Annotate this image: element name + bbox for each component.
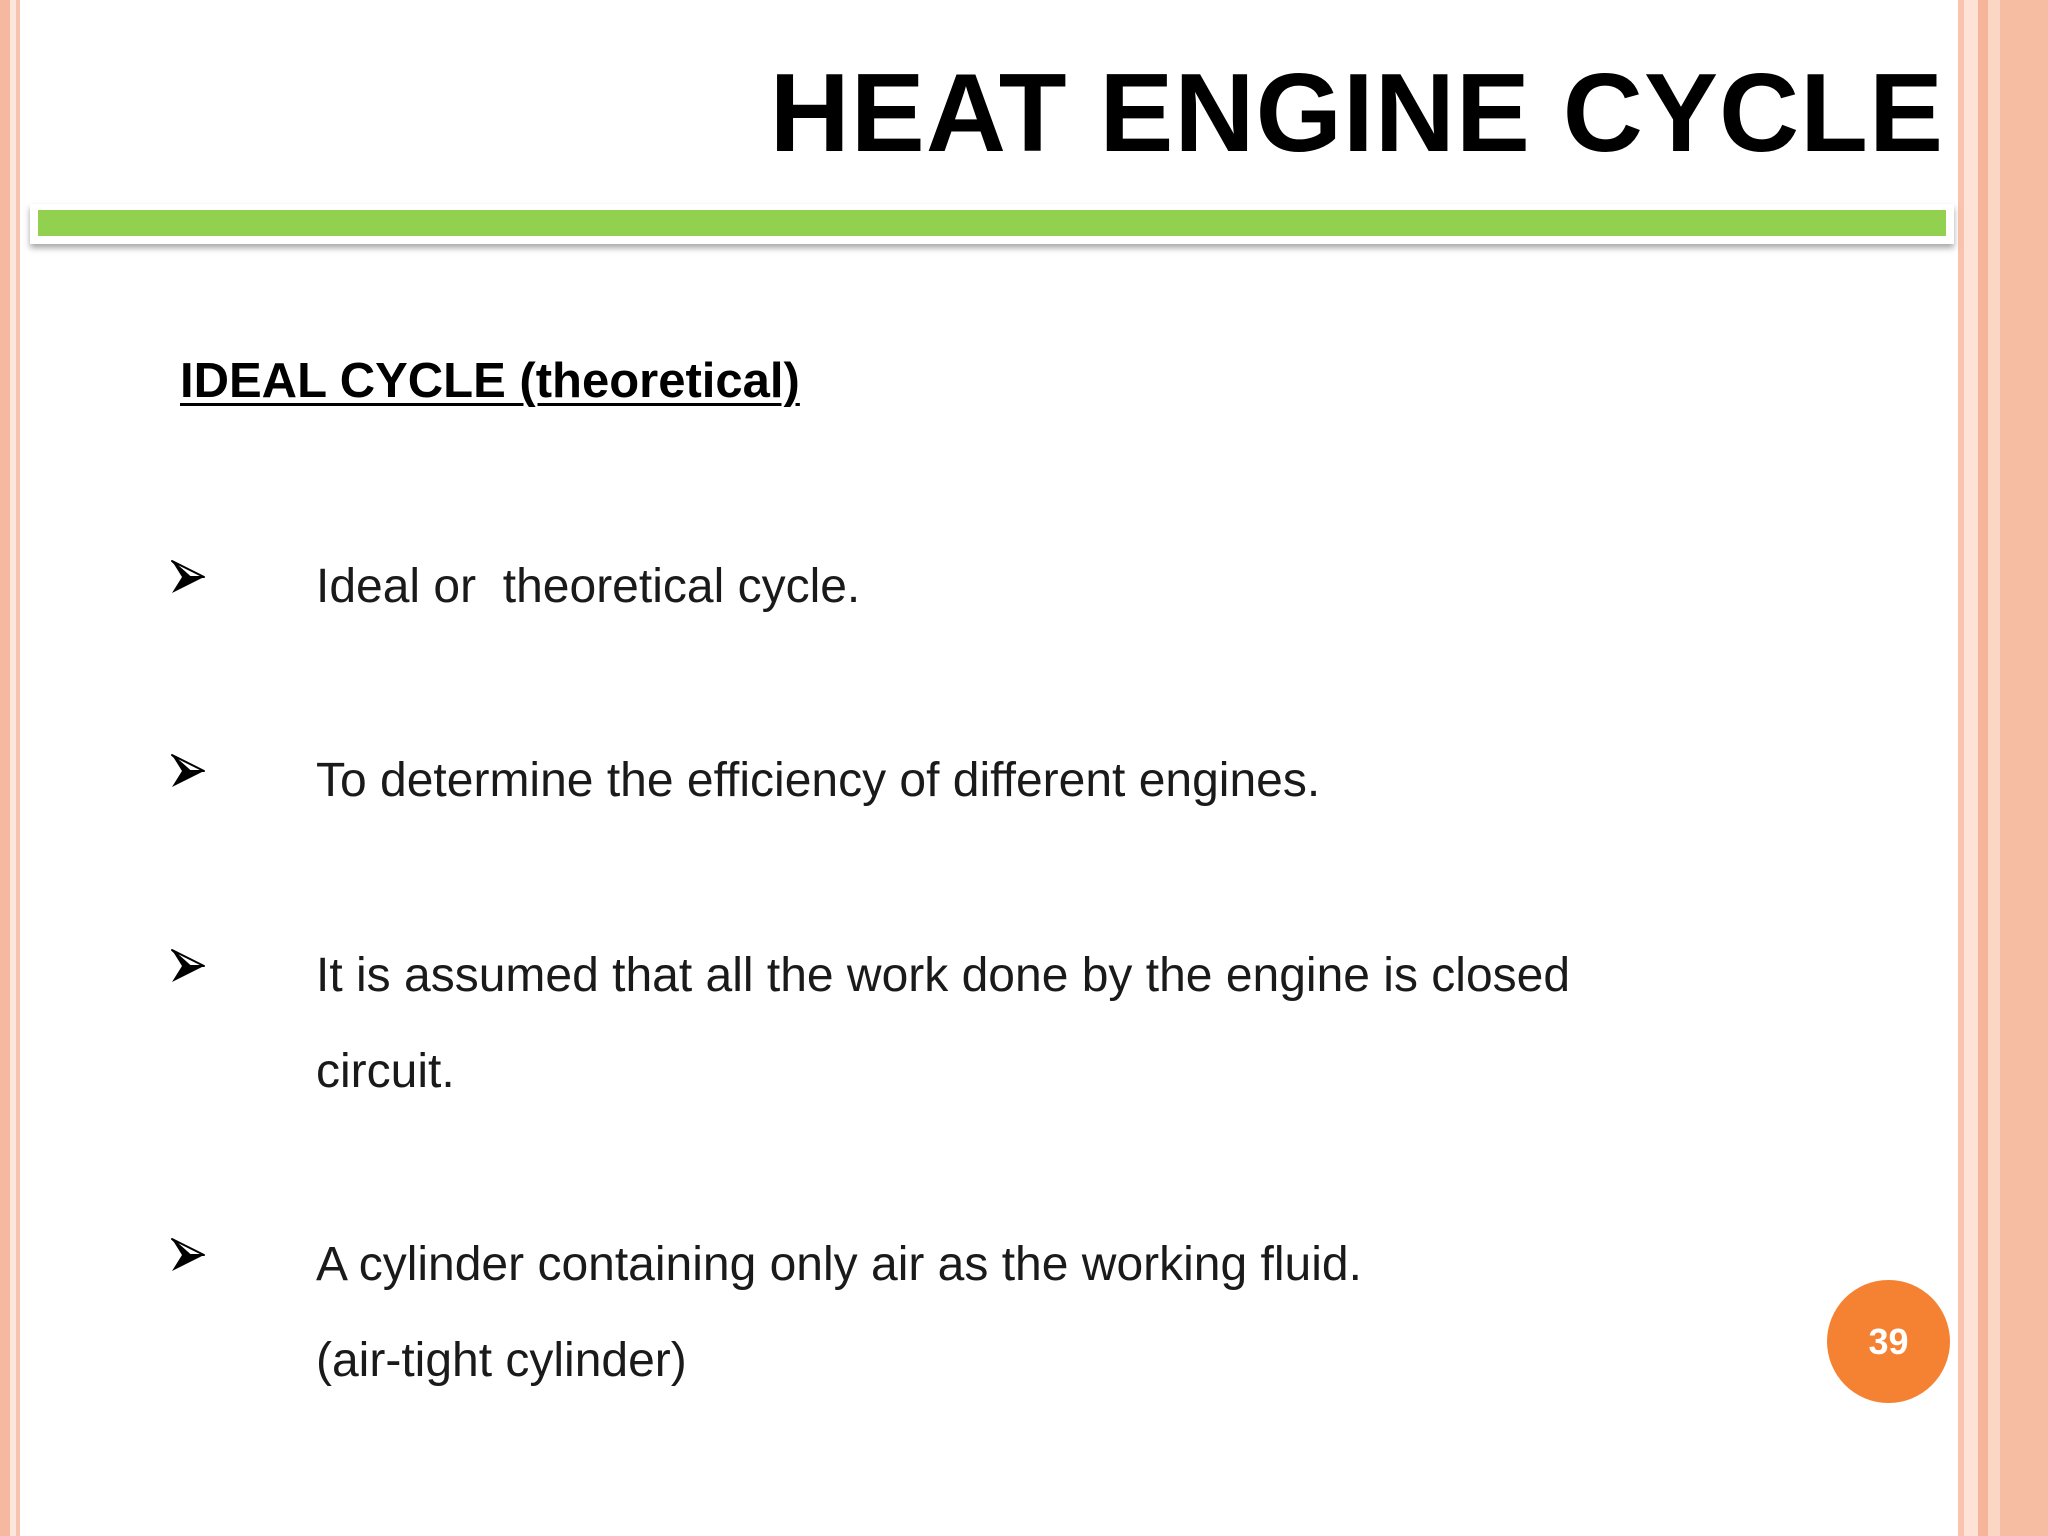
arrowhead-bullet-icon bbox=[168, 751, 208, 791]
title-underline-bar bbox=[38, 210, 1946, 236]
page-number-badge: 39 bbox=[1827, 1280, 1950, 1403]
bullet-text: A cylinder containing only air as the working fluid. bbox=[316, 1238, 1362, 1291]
left-decorative-stripe bbox=[16, 0, 20, 1536]
bullet-text-continuation: (air-tight cylinder) bbox=[316, 1334, 687, 1387]
right-decorative-stripe bbox=[2000, 0, 2048, 1536]
left-decorative-stripe bbox=[0, 0, 10, 1536]
bullet-text: To determine the efficiency of different engines. bbox=[316, 754, 1321, 807]
bullet-text: Ideal or theoretical cycle. bbox=[316, 560, 861, 613]
bullet-text-continuation: circuit. bbox=[316, 1045, 455, 1098]
arrowhead-bullet-icon bbox=[168, 946, 208, 986]
section-heading: IDEAL CYCLE (theoretical) bbox=[180, 354, 800, 408]
right-decorative-stripe bbox=[1964, 0, 1978, 1536]
slide-title: HEAT ENGINE CYCLE bbox=[769, 51, 1944, 175]
arrowhead-bullet-icon bbox=[168, 557, 208, 597]
right-decorative-stripe bbox=[1988, 0, 2000, 1536]
arrowhead-bullet-icon bbox=[168, 1235, 208, 1275]
right-decorative-stripe bbox=[1978, 0, 1988, 1536]
bullet-text: It is assumed that all the work done by the engine is closed bbox=[316, 949, 1571, 1002]
